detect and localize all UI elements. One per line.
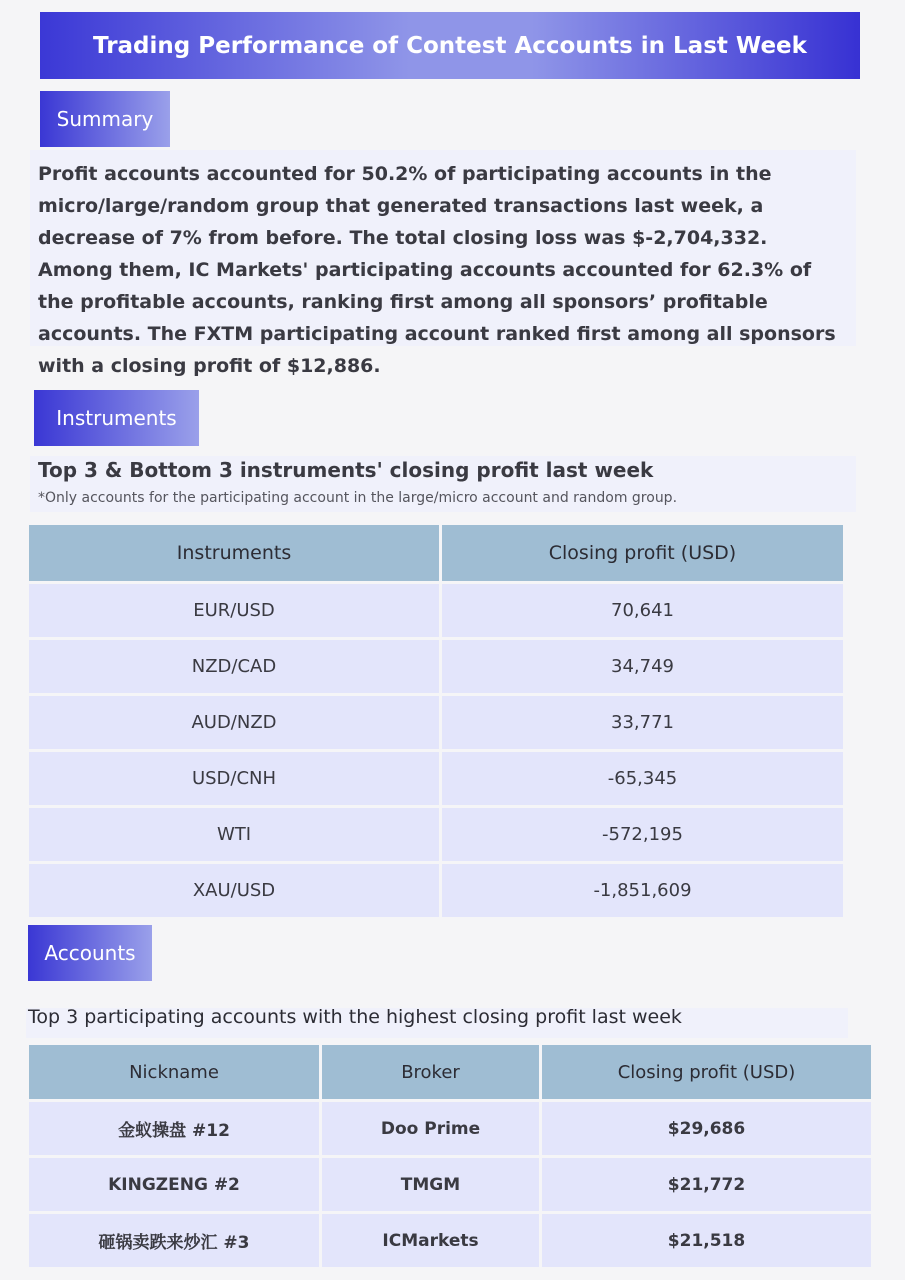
nickname-cell: 砸锅卖跌来炒汇 #3: [29, 1214, 319, 1267]
profit-cell: 34,749: [442, 640, 843, 693]
table-row: [29, 1102, 871, 1155]
profit-cell: $29,686: [542, 1102, 871, 1155]
column-header-closing-profit: Closing profit (USD): [542, 1045, 871, 1099]
column-header-instruments: Instruments: [29, 525, 439, 581]
table-header-row: [29, 525, 843, 581]
instrument-cell: WTI: [29, 808, 439, 861]
instrument-cell: AUD/NZD: [29, 696, 439, 749]
page-title: Trading Performance of Contest Accounts in Last Week: [40, 12, 860, 79]
column-header-nickname: Nickname: [29, 1045, 319, 1099]
instrument-cell: XAU/USD: [29, 864, 439, 917]
nickname-cell: KINGZENG #2: [29, 1158, 319, 1211]
instruments-tag: Instruments: [34, 390, 199, 446]
instruments-note: *Only accounts for the participating account in the large/micro account and random group.: [38, 490, 678, 506]
instrument-cell: USD/CNH: [29, 752, 439, 805]
table-row: [29, 808, 843, 861]
profit-cell: 33,771: [442, 696, 843, 749]
table-row: [29, 696, 843, 749]
table-row: [29, 1158, 871, 1211]
instrument-cell: NZD/CAD: [29, 640, 439, 693]
profit-cell: $21,772: [542, 1158, 871, 1211]
summary-text: Profit accounts accounted for 50.2% of participating accounts in the micro/large/random group that generated transactions last week, a decrease of 7% from before. The total closing loss was $-2,704,332. Among them, IC Markets' participating accounts accounted for 62.3% of the profitable accounts, ranking first among all sponsors’ profitable accounts. The FXTM participating account ranked first among all sponsors with a closing profit of $12,886.: [38, 163, 836, 377]
table-header-row: [29, 1045, 871, 1099]
profit-cell: -65,345: [442, 752, 843, 805]
instruments-heading: Top 3 & Bottom 3 instruments' closing profit last week: [38, 458, 654, 482]
table-row: [29, 640, 843, 693]
profit-cell: -572,195: [442, 808, 843, 861]
table-row: [29, 752, 843, 805]
table-row: [29, 1214, 871, 1267]
broker-cell: ICMarkets: [322, 1214, 539, 1267]
table-row: [29, 584, 843, 637]
accounts-tag: Accounts: [28, 925, 152, 981]
profit-cell: 70,641: [442, 584, 843, 637]
column-header-closing-profit: Closing profit (USD): [442, 525, 843, 581]
summary-tag: Summary: [40, 91, 170, 147]
broker-cell: TMGM: [322, 1158, 539, 1211]
table-row: [29, 864, 843, 917]
column-header-broker: Broker: [322, 1045, 539, 1099]
nickname-cell: 金蚁操盘 #12: [29, 1102, 319, 1155]
accounts-table: [26, 1042, 874, 1270]
broker-cell: Doo Prime: [322, 1102, 539, 1155]
accounts-heading: Top 3 participating accounts with the highest closing profit last week: [28, 1006, 682, 1028]
profit-cell: $21,518: [542, 1214, 871, 1267]
instruments-table: [26, 522, 846, 920]
profit-cell: -1,851,609: [442, 864, 843, 917]
instrument-cell: EUR/USD: [29, 584, 439, 637]
